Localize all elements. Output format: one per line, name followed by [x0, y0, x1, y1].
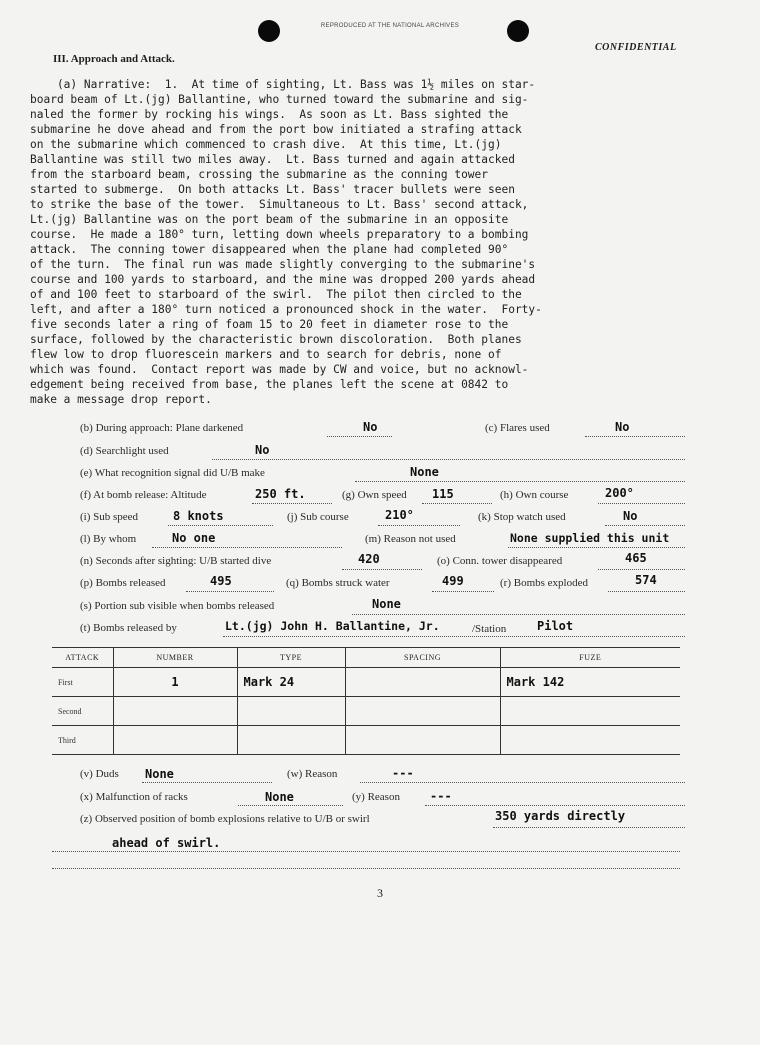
released-by-value: Lt.(jg) John H. Ballantine, Jr.: [225, 619, 440, 633]
number-cell: [113, 697, 237, 726]
form-row-n-o: [80, 551, 690, 577]
form-row-i-j-k: [80, 508, 690, 533]
duds-value: None: [145, 767, 174, 781]
form-row-e: [80, 467, 690, 489]
own-speed-label: (g) Own speed: [342, 489, 407, 501]
sub-course-label: (j) Sub course: [287, 511, 349, 523]
header-type: TYPE: [237, 648, 345, 668]
header-spacing: SPACING: [345, 648, 500, 668]
attack-cell: First: [52, 668, 113, 697]
own-course-label: (h) Own course: [500, 489, 569, 501]
fuze-cell: Mark 142: [506, 675, 565, 689]
flares-used-value: No: [615, 420, 630, 434]
altitude-label: (f) At bomb release: Altitude: [80, 489, 207, 501]
reason-not-used-value: None supplied this unit: [510, 531, 670, 545]
type-cell: Mark 24: [243, 675, 295, 689]
stop-watch-value: No: [623, 509, 638, 523]
classification-label: CONFIDENTIAL: [595, 42, 677, 53]
number-cell: 1: [171, 675, 179, 689]
header-fuze: FUZE: [500, 648, 680, 668]
table-row: [52, 697, 680, 726]
malfunction-reason-label: (y) Reason: [352, 791, 400, 803]
bombs-struck-water-label: (q) Bombs struck water: [286, 577, 390, 589]
narrative-text: (a) Narrative: 1. At time of sighting, Lt. Bass was 1½ miles on star- board beam of Lt.(jg) Ballantine, who turned toward the submarine and sig- naled the former by rocking his wings. As soon as Lt. Bass sighted the submarine he dove ahead and from the port bow initiated a strafing attack on the submarine which commenced to crash dive. At this time, Lt.(jg) Ballantine was still two miles away. Lt. Bass turned and again attacked from the starboard beam, crossing the submarine as the conning tower started to submerge. On both attacks Lt. Bass' tracer bullets were seen to strike the base of the tower. Simultaneous to Lt. Bass' second attack, Lt.(jg) Ballantine was on the port beam of the submarine in an opposite course. He made a 180° turn, letting down wheels preparatory to a bombing attack. The conning tower disappeared when the plane had completed 90° of the turn. The final run was made slightly converging to the submarine's course and 100 yards to starboard, and the mine was dropped 200 yards ahead of and 100 feet to starboard of the swirl. The pilot then circled to the left, and after a 180° turn noticed a pronounced shock in the water. Forty- five seconds later a ring of foam 15 to 20 feet in diameter rose to the surface, followed by the characteristic brown discoloration. Both planes flew low to drop fluorescein markers and to search for debris, none of which was found. Contact report was made by CW and voice, but no acknowl- edgement being received from base, the planes left the scene at 0842 to make a message drop report.: [30, 78, 542, 406]
recognition-signal-value: None: [410, 465, 439, 479]
header-number: NUMBER: [113, 648, 237, 668]
own-speed-value: 115: [432, 487, 454, 501]
header-attack: ATTACK: [52, 648, 113, 668]
form-row-l-m: [80, 533, 690, 555]
bomb-position-value-continued: ahead of swirl.: [112, 836, 221, 850]
station-value: Pilot: [537, 619, 574, 633]
portion-visible-label: (s) Portion sub visible when bombs released: [80, 600, 275, 612]
spacing-cell: [345, 668, 500, 697]
by-whom-label: (l) By whom: [80, 533, 137, 545]
by-whom-value: No one: [172, 531, 216, 545]
malfunction-value: None: [265, 790, 294, 804]
form-row-p-q-r: [80, 573, 690, 599]
sub-speed-label: (i) Sub speed: [80, 511, 139, 523]
flares-used-label: (c) Flares used: [485, 422, 550, 434]
plane-darkened-label: (b) During approach: Plane darkened: [80, 422, 244, 434]
bomb-position-label: (z) Observed position of bomb explosions relative to U/B or swirl: [80, 813, 370, 825]
table-row: [52, 668, 680, 697]
bombs-released-value: 495: [210, 574, 232, 588]
duds-reason-value: ---: [392, 766, 414, 780]
stop-watch-label: (k) Stop watch used: [478, 511, 566, 523]
archive-stamp: REPRODUCED AT THE NATIONAL ARCHIVES: [320, 23, 460, 29]
bombs-exploded-label: (r) Bombs exploded: [500, 577, 588, 589]
number-cell: [113, 726, 237, 755]
dive-seconds-value: 420: [358, 552, 380, 566]
sub-speed-value: 8 knots: [173, 509, 224, 523]
form-row-z: [80, 809, 690, 835]
reason-not-used-label: (m) Reason not used: [365, 533, 456, 545]
bombs-exploded-value: 574: [635, 573, 657, 587]
attack-table-header: [52, 648, 680, 668]
section-title: III. Approach and Attack.: [53, 53, 175, 65]
type-cell: [237, 697, 345, 726]
spacing-cell: [345, 726, 500, 755]
fuze-cell: [500, 726, 680, 755]
plane-darkened-value: No: [363, 420, 378, 434]
form-row-v-w: [80, 768, 690, 790]
form-row-t: [80, 619, 690, 644]
attack-cell: Second: [52, 697, 113, 726]
bombs-released-label: (p) Bombs released: [80, 577, 166, 589]
fuze-cell: [500, 697, 680, 726]
malfunction-reason-value: ---: [430, 789, 452, 803]
station-label: /Station: [472, 623, 507, 635]
spacing-cell: [345, 697, 500, 726]
searchlight-value: No: [255, 443, 270, 457]
sub-course-value: 210°: [385, 508, 414, 522]
bombs-struck-water-value: 499: [442, 574, 464, 588]
attack-table: [52, 647, 680, 755]
portion-visible-value: None: [372, 597, 401, 611]
bottom-rule: [52, 868, 680, 869]
punch-hole-left: [258, 20, 280, 42]
punch-hole-right: [507, 20, 529, 42]
tower-disappeared-label: (o) Conn. tower disappeared: [437, 555, 563, 567]
recognition-signal-label: (e) What recognition signal did U/B make: [80, 467, 265, 479]
released-by-label: (t) Bombs released by: [80, 622, 177, 634]
bomb-position-value: 350 yards directly: [495, 809, 626, 823]
table-row: [52, 726, 680, 755]
own-course-value: 200°: [605, 486, 634, 500]
malfunction-label: (x) Malfunction of racks: [80, 791, 188, 803]
searchlight-label: (d) Searchlight used: [80, 445, 169, 457]
tower-disappeared-value: 465: [625, 551, 647, 565]
dive-seconds-label: (n) Seconds after sighting: U/B started dive: [80, 555, 272, 567]
type-cell: [237, 726, 345, 755]
form-row-d: [80, 445, 690, 467]
altitude-value: 250 ft.: [255, 487, 306, 501]
duds-reason-label: (w) Reason: [287, 768, 338, 780]
bomb-position-continuation-line: [52, 851, 680, 852]
duds-label: (v) Duds: [80, 768, 119, 780]
form-row-b-c: [80, 422, 690, 444]
page-number: 3: [377, 886, 383, 900]
attack-cell: Third: [52, 726, 113, 755]
